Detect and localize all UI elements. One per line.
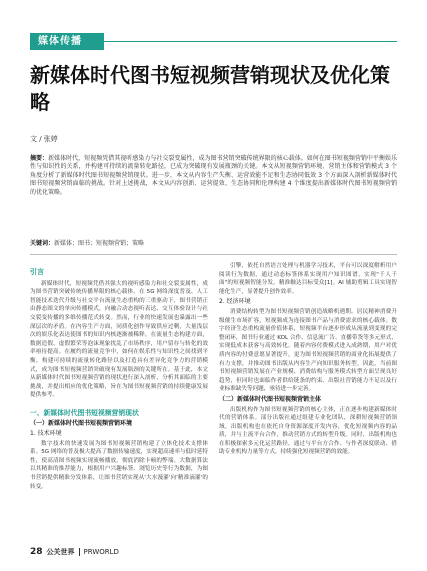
keywords <box>30 240 397 248</box>
keywords-label: 关键词： <box>30 240 55 247</box>
section-heading: 一、新媒体时代图书短视频营销现状 <box>30 408 139 417</box>
abstract-label: 摘要： <box>30 155 49 162</box>
section-rule <box>104 41 397 42</box>
abstract <box>30 155 397 197</box>
page-footer <box>30 547 119 557</box>
body-column-left <box>30 262 208 491</box>
subsubsection-heading: 2. 经济环境 <box>219 298 251 306</box>
subsubsection-heading: 1. 技术环境 <box>30 430 62 438</box>
abstract-divider <box>30 254 397 255</box>
intro-heading: 引言 <box>30 268 44 276</box>
abstract-text: 新媒体时代，短视频凭借其视听感染力与社交裂变属性，成为图书营销突破传统界限的核心载体。如何在图书短视频营销中平衡娱乐性与知识性的关系，并构建可持续的流量转化路径，已成为突破现有发展瓶颈的关键。本文从短视频营销环境、营销主体和营销模式 3 个角度分析了新媒体时代图书短视频营销现状。进一步，本文从内容生产失衡、运营效能不足和生态协同低效 3 个方面深入剖析新媒体时代图书短视频营销面临的挑战。针对上述挑战，本文从内容创新、运营提效、生态协同和伦理构建 4 个维度提出新媒体时代图书短视频营销的优化策略。 <box>30 155 397 196</box>
body-paragraph: 消费结构转型为图书短视频营销创造战略机遇期。居民精神消费升级催生市场扩容，短视频成为连接图书产品与消费需求的核心载体。数字经济生态重构流量价值体系，短视频平台逐步形成从流量到变现的完整闭环，图书行业通过 KOL 合作、信息流广告、直播带货等多元形式，实现低成本获客与高效转化。随着内容付费模式进入成熟期，用户对优质内容的付费意愿显著提升，更为图书短视频营销的商业化拓展提供了有力支撑，并推动图书出版从内容生产向知识服务转型。因此，当前图书短视频营销发展在产业规模、消费结构与服务模式转型方面呈现良好趋势，但同时也面临作者供给链条的约束、出版社营销能力不足以及行业标准缺失等问题，亟待进一步完善。 <box>219 308 397 393</box>
footer-separator <box>79 548 80 556</box>
section-tag: 媒体传播 <box>30 33 104 50</box>
body-paragraph: 引擎，依托自然语言处理与机器学习技术，平台可以深度解析用户阅读行为数据，通过动态标签体系实现用户知识图谱，实现"千人千面"的短视频智能分发，精准触达目标受众[1]。AI 辅助剪辑工具实现智能化生产，显著提升创作效率。 <box>219 263 397 295</box>
body-paragraph: 新媒体时代，短视频凭借其强大的视听感染力和社交裂变属性，成为图书营销突破传统传播界限的核心载体。在 5G 网络深度普及、人工智能技术迭代升级与社交平台流量生态重构的三重驱动下，图书营销正由静态图文的单向传播模式，向融合动态视听表达、交互体验设计与社交裂变传播的多维传播范式转变。然而，行业的快速发展也暴露出一些深层次的矛盾。在内容生产方面，同质化创作导致供应过剩，大量浅层次的娱乐化表达使图书的知识内核逐渐被稀释。在流量生态构建方面，数据造假、虚假繁荣等泡沫现象扰乱了市场秩序，用户留存与转化的效率亟待提高。在履约的流量竞争中，如何在娱乐性与知识性之间找到平衡，构建可持续的流量转化路径以及打造具有差异化竞争力的营销模式，成为图书短视频营销突破现有发展瓶颈的关键所在。基于此，本文从新媒体时代图书短视频营销的现状进行深入剖析，分析其面临的主要挑战，并提出相应的优化策略，旨在为图书短视频营销的持续健康发展提供参考。 <box>30 280 208 399</box>
body-paragraph: 出版机构作为图书短视频营销的核心主体，正在逐步构建新媒体时代的营销体系。部分出版社通过组建专业化团队，深耕短视频营销领域，出版机构也在依托自身资源深度开发内容，优化短视频内容的品质，并与主流平台合作，推动营销方式的转型升级。同时，出版机构也在积极探索多元化运营路径，通过与平台方合作、与作者深度联动、借助专业机构力量等方式，持续强化短视频营销的效能。 <box>219 406 397 456</box>
magazine-english-name: PRWORLD <box>83 548 119 556</box>
keywords-text: 新媒体；图书；短视频营销；策略 <box>54 240 145 247</box>
body-paragraph: 数字技术的快速发展为图书短视频营销构建了立体化技术支撑体系。5G 网络的普及极大提高了数据传输速度，实现超高速率与低时延特性，使高清图书视频实现流畅播放，彻底消除卡顿的弊端。大数据算法以其精准的推荐能力，根据用户兴趣标签、浏览历史等行为数据，为图书营销提供精准分发体系，让图书营销实现从'大水漫灌'向'精准滴灌'的转变。 <box>30 440 208 490</box>
subsection-heading: （一）新媒体时代图书短视频营销环境 <box>30 419 133 427</box>
page-number: 28 <box>30 547 43 557</box>
magazine-name: 公关世界 <box>46 548 75 556</box>
subsection-heading: （二）新媒体时代图书短视频营销主体 <box>219 395 322 403</box>
article-title: 新媒体时代图书短视频营销现状及优化策略 <box>30 63 390 114</box>
body-column-right <box>219 262 397 457</box>
author-byline: 文 / 张婷 <box>30 135 58 143</box>
